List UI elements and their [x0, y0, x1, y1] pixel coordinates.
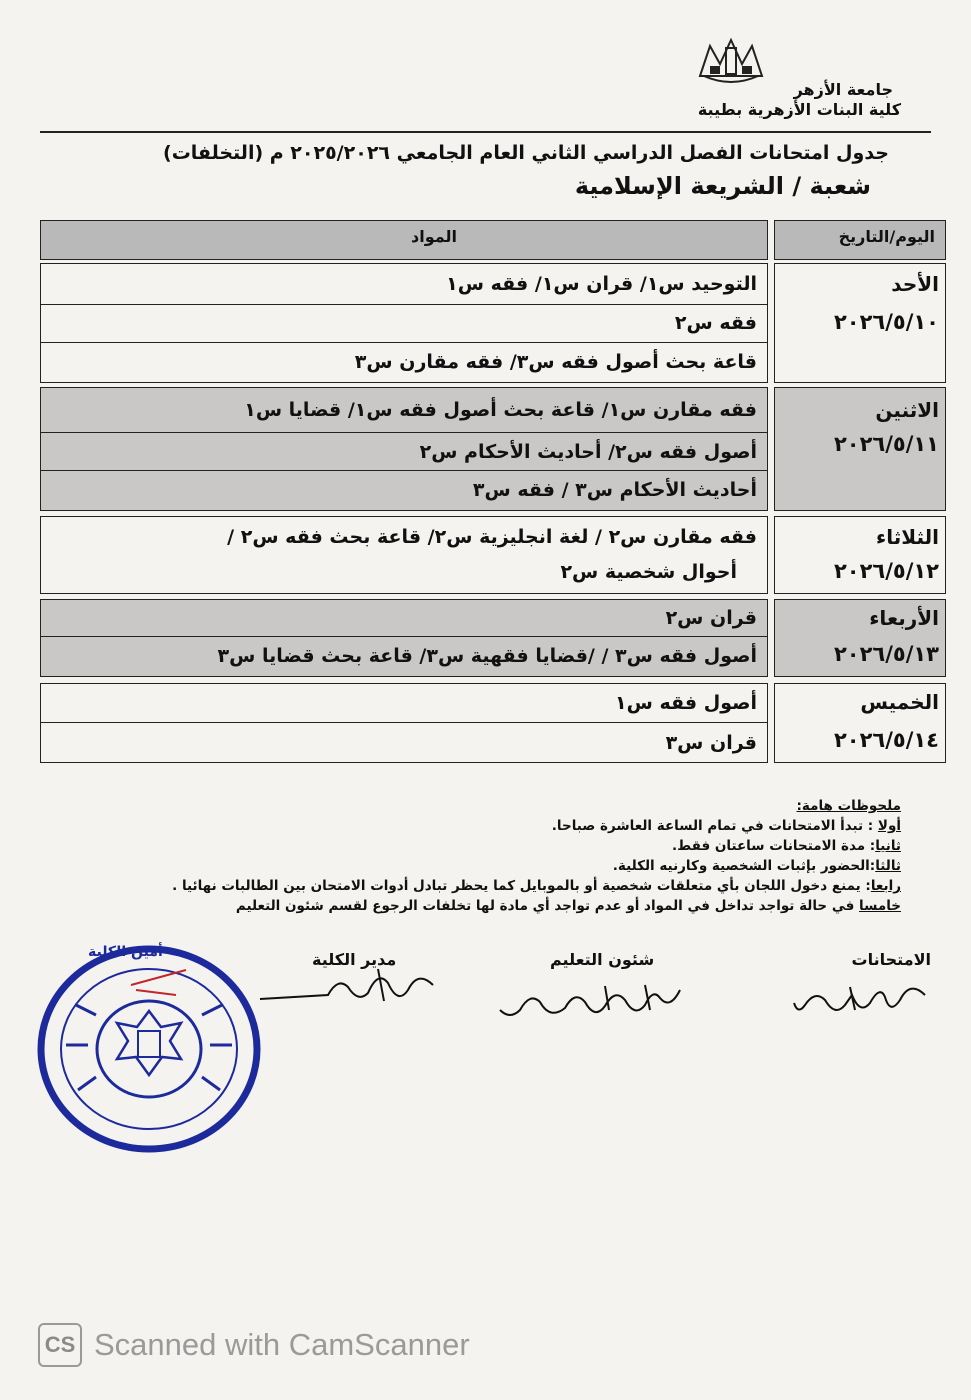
note-lead: ثانيا: [875, 838, 901, 854]
table-row: [40, 599, 946, 677]
day-cell: [774, 387, 946, 511]
watermark-text: Scanned with CamScanner: [94, 1327, 470, 1362]
note-text: : تبدأ الامتحانات في تمام الساعة العاشرة صباحا.: [551, 818, 878, 834]
table-row: [40, 263, 946, 383]
day-date: ٢٠٢٦/٥/١٢: [833, 559, 939, 583]
subject-line: فقه مقارن س٢ / لغة انجليزية س٢/ قاعة بحث فقه س٢ /: [227, 526, 757, 548]
note-text: : مدة الامتحانات ساعتان فقط.: [672, 838, 876, 854]
subject-line: قران س٢: [665, 607, 757, 629]
day-name: الاثنين: [875, 398, 939, 422]
notes-heading: ملحوظات هامة:: [796, 798, 901, 814]
subjects-cell: [40, 599, 768, 677]
table-row: [40, 516, 946, 594]
table-header-row: [40, 220, 946, 260]
subjects-column-header: [40, 220, 768, 260]
note-item: [81, 836, 901, 856]
day-name: الأحد: [891, 272, 939, 296]
exams-signature-label: الامتحانات: [851, 950, 931, 969]
note-item: [81, 896, 901, 916]
note-text: :الحضور بإثبات الشخصية وكارنيه الكلية.: [612, 858, 876, 874]
day-cell: [774, 516, 946, 594]
college-name: كلية البنات الأزهرية بطيبة: [697, 100, 901, 119]
day-cell: [774, 599, 946, 677]
subject-line: أحاديث الأحكام س٣ / فقه س٣: [41, 470, 767, 510]
education-signature-label: شئون التعليم: [550, 950, 655, 969]
subject-line: قاعة بحث أصول فقه س٣/ فقه مقارن س٣: [41, 342, 767, 382]
note-text: : يمنع دخول اللجان بأي متعلقات شخصية أو بالموبايل كما يحظر تبادل أدوات الامتحان بين الطالبات نهائيا .: [172, 878, 871, 894]
subject-line: أصول فقه س١: [615, 692, 757, 714]
subject-line: أصول فقه س٣ / /قضايا فقهية س٣/ قاعة بحث قضايا س٣: [41, 636, 767, 676]
university-name: جامعة الأزهر: [793, 80, 893, 99]
note-item: [81, 876, 901, 896]
note-lead: أولا: [877, 818, 901, 834]
day-name: الثلاثاء: [876, 525, 939, 549]
table-row: [40, 387, 946, 511]
subjects-column-label: المواد: [411, 227, 457, 246]
day-date: ٢٠٢٦/٥/١٠: [833, 310, 939, 334]
subject-line: أصول فقه س٢/ أحاديث الأحكام س٢: [41, 432, 767, 470]
header-divider: [40, 131, 931, 133]
subject-line: التوحيد س١/ قران س١/ فقه س١: [446, 273, 757, 295]
subject-line: فقه مقارن س١/ قاعة بحث أصول فقه س١/ قضايا س١: [244, 399, 757, 421]
dean-signature-icon: [258, 965, 438, 1010]
important-notes: [81, 798, 901, 916]
subjects-cell: [40, 263, 768, 383]
stamp-label: أمين الكلية: [88, 944, 163, 960]
subjects-cell: [40, 683, 768, 763]
note-lead: ثالثا: [875, 858, 901, 874]
document-title: جدول امتحانات الفصل الدراسي الثاني العام الجامعي ٢٠٢٥/٢٠٢٦ م (التخلفات): [163, 142, 889, 164]
subject-line: فقه س٢: [41, 304, 767, 342]
table-row: [40, 683, 946, 763]
day-cell: [774, 683, 946, 763]
scanner-watermark: [38, 1322, 470, 1368]
note-lead: خامسا: [859, 898, 901, 914]
note-lead: رابعا: [870, 878, 901, 894]
education-signature-icon: [495, 980, 685, 1025]
day-date: ٢٠٢٦/٥/١١: [833, 432, 939, 456]
camscanner-logo-icon: CS: [38, 1323, 82, 1367]
college-stamp-icon: [36, 945, 262, 1153]
day-date: ٢٠٢٦/٥/١٤: [833, 728, 939, 752]
day-column-label: اليوم/التاريخ: [838, 227, 935, 246]
subject-line: أحوال شخصية س٢: [560, 561, 737, 583]
note-text: في حالة تواجد تداخل في المواد أو عدم تواجد أي مادة لها تخلفات الرجوع لقسم شئون التعليم: [235, 898, 860, 914]
exams-signature-icon: [790, 975, 930, 1025]
subject-line: قران س٣: [41, 722, 767, 762]
day-date: ٢٠٢٦/٥/١٣: [833, 642, 939, 666]
subjects-cell: [40, 516, 768, 594]
note-item: [81, 856, 901, 876]
dean-signature-label: مدير الكلية: [312, 950, 397, 969]
subjects-cell: [40, 387, 768, 511]
day-column-header: [774, 220, 946, 260]
note-item: [81, 816, 901, 836]
day-cell: [774, 263, 946, 383]
day-name: الأربعاء: [869, 606, 939, 630]
document-subtitle: شعبة / الشريعة الإسلامية: [574, 172, 871, 200]
azhar-logo-icon: [696, 36, 766, 90]
day-name: الخميس: [860, 690, 939, 714]
